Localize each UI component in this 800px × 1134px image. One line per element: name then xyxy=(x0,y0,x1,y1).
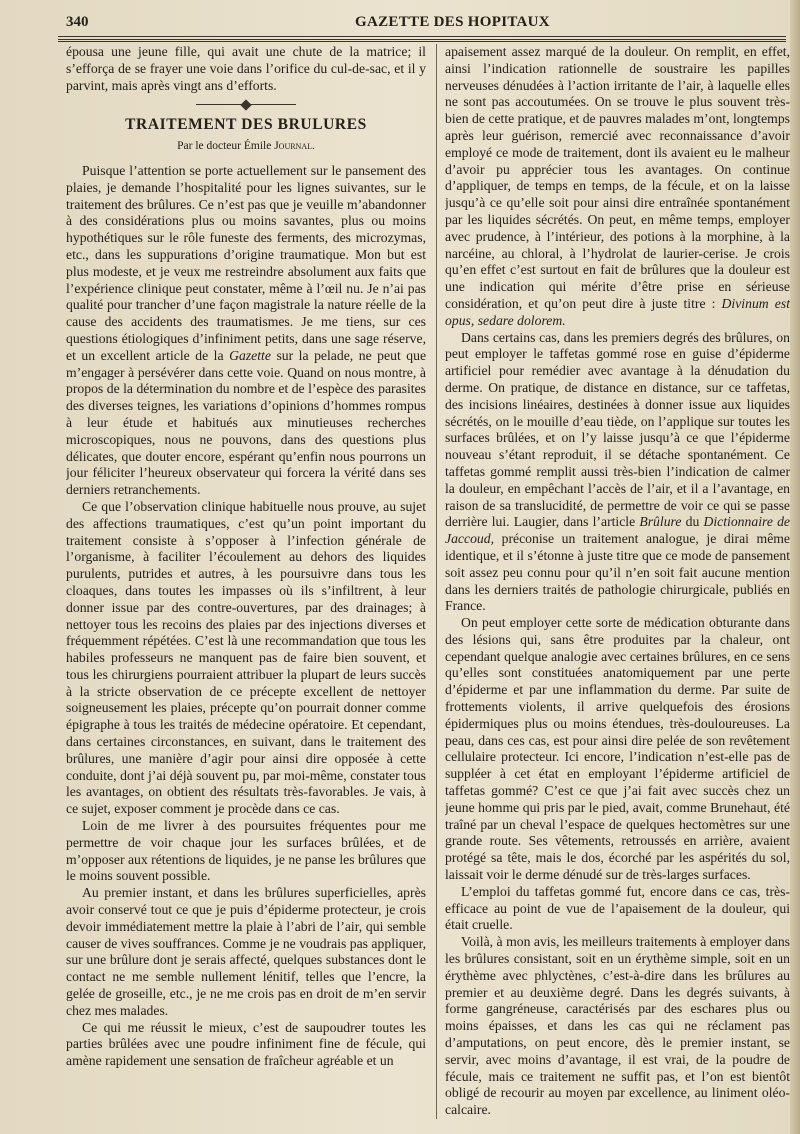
right-column xyxy=(445,44,790,1124)
paragraph: L’emploi du taffetas gommé fut, encore dans ce cas, très-efficace au point de vue de l’apaisement de la douleur, qui était cruelle. xyxy=(445,883,790,933)
paragraph: Ce que l’observation clinique habituelle nous prouve, au sujet des affections traumatiques, c’est qu’un point important du traitement consiste à s’opposer à l’infection générale de l’organisme, à faciliter l’écoulement au dehors des liquides purulents, putrides et autres, à les poursuivre dans tous les cloaques, dans toutes les impasses où ils s’infiltrent, à leur donner issue par des contre-ouvertures, par des drainages; à nettoyer tous les recoins des plaies par des injections diverses et fréquemment répétées. C’est là une recommandation que tous les habiles professeurs ne manquent pas de faire bien souvent, et tous les chirurgiens pourraient attribuer la plupart de leurs succès à la stricte observation de ce précepte excellent de nettoyer soigneusement les plaies, précepte qu’on pourrait donner comme épigraphe à tous les traités de médecine opératoire. Et cependant, dans certaines circonstances, en suivant, dans le traitement des brûlures, une manière d’agir pour ainsi dire opposée à cette conduite, dont j’ai déjà souvent pu, par moi-même, constater tous les avantages, on obtient des résultats très-favorables. Je vais, à ce sujet, exposer comment je procède dans ce cas. xyxy=(66,498,426,817)
journal-reference: Gazette xyxy=(229,347,271,363)
section-separator xyxy=(196,104,296,105)
column-divider xyxy=(436,44,437,1119)
article-reference: Brûlure xyxy=(639,514,682,530)
article-byline xyxy=(66,138,426,155)
paragraph-text: sur la pelade, ne peut que m’engager à persévérer dans cette voie. Quand on nous montre, à propos de la détermination du nombre et de l’espèce des parasites des diverses teignes, les variations d’opinions d’hommes rompus à leur étude et habitués aux minutieuses recherches microscopiques, nous ne pouvons, dans des questions plus délicates, que douter encore, espérant qu’enfin nous pourrons un jour féliciter l’heureux observateur qui forcera la vérité dans ses derniers retranchements. xyxy=(66,347,426,498)
paragraph xyxy=(445,330,790,616)
paragraph xyxy=(445,44,790,330)
paragraph-text: Dans certains cas, dans les premiers degrés des brûlures, on peut employer le taffetas gommé rose en guise d’épiderme artificiel pour remédier avec avantage à la dénudation du derme. On pratique, de distance en distance, sur ce taffetas, des incisions linéaires, destinées à donner issue aux liquides sécrétés, on le mouille d’eau tiède, on l’applique sur toutes les surfaces brûlées, et on l’y laisse jusqu’à ce que l’épiderme nouveau s’étant reproduit, il se détache spontanément. Ce taffetas gommé remplit aussi très-bien l’indication de calmer la douleur, en empêchant l’accès de l’air, et il a l’avantage, en raison de sa translucidité, de permettre de voir ce qui se passe derrière lui. Laugier, dans l’article xyxy=(445,329,790,530)
page-number: 340 xyxy=(66,14,89,30)
byline-author: Journal. xyxy=(274,140,315,153)
byline-prefix: Par le docteur Émile xyxy=(177,140,272,153)
paragraph: On peut employer cette sorte de médication obturante dans des lésions qui, sans être produites par la chaleur, ont cependant quelque analogie avec certaines brûlures, en ce sens qu’elles sont constituées anatomiquement par une perte d’épiderme et par une inflammation du derme. Par suite de frottements violents, il arrive quelquefois des érosions épidermiques plus ou moins étendues, très-douloureuses. La peau, dans ces cas, est pour ainsi dire pelée de son revêtement cellulaire protecteur. Ici encore, l’indication n’est-elle pas de suppléer à cet état en employant l’épiderme artificiel de taffetas gommé? C’est ce que j’ai fait avec succès chez un jeune homme qui pris par le pied, avait, comme Brunehaut, été traîné par un cheval l’espace de quelques hectomètres sur une grande route. Ses vêtements, retroussés en arrière, avaient protégé sa tête, mais le dos, écorché par les aspérités du sol, laissait voir le derme dénudé sur de très-larges surfaces. xyxy=(445,615,790,883)
paragraph-text: du xyxy=(685,514,700,530)
page-edge-shadow xyxy=(790,0,800,1134)
article-title: TRAITEMENT DES BRULURES xyxy=(125,116,367,134)
paragraph-previous-article-end: épousa une jeune fille, qui avait une chute de la matrice; il s’efforça de se frayer une voie dans l’orifice du cul-de-sac, et il y parvint, mais après vingt ans d’efforts. xyxy=(66,44,426,93)
header-rule xyxy=(58,36,786,42)
paragraph xyxy=(66,163,426,499)
separator-ornament xyxy=(240,100,251,111)
latin-quote: Divinum est opus, sedare dolorem. xyxy=(445,295,790,328)
paragraph-text: Puisque l’attention se porte actuellement sur le pansement des plaies, je demande l’hospitalité pour les lignes suivantes, sur le traitement des brûlures. Ce n’est pas que je veuille m’abandonner à des considérations plus ou moins savantes, plus ou moins hypothétiques sur le rôle funeste des ferments, des microzymas, etc., dans les suppurations d’origine traumatique. Mon but est plus modeste, et je veux me restreindre absolument aux faits que l’expérience clinique peut constater, même à l’œil nu. Je n’ai pas qualité pour trancher d’une façon magistrale la nature réelle de la cause des accidents des traumatismes. Je me tiens, sur ces questions étiologiques d’infiniment petits, dans une sage réserve, et un excellent article de la xyxy=(66,162,426,363)
paragraph: Loin de me livrer à des poursuites fréquentes pour me permettre de voir chaque jour les surfaces brûlées, et de m’opposer aux rétentions de liquides, je ne panse les brûlures que le moins souvent possible. xyxy=(66,818,426,884)
left-column xyxy=(66,44,426,1124)
journal-title: GAZETTE DES HOPITAUX xyxy=(355,14,550,30)
paragraph: Au premier instant, et dans les brûlures superficielles, après avoir conservé tout ce que je puis d’épiderme protecteur, je crois devoir immédiatement mettre la plaie à l’abri de l’air, qui semble causer de vives souffrances. Comme je ne voudrais pas appliquer, sur une brûlure dont je serais affecté, quelques substances dont le contact ne me semble nullement lénitif, telles que l’encre, la gelée de groseille, etc., je ne me crois pas en droit de m’en servir chez mes malades. xyxy=(66,885,426,1018)
paragraph-text: apaisement assez marqué de la douleur. On remplit, en effet, ainsi l’indication rationnelle de soustraire les papilles nerveuses dénudées à l’action irritante de l’air, à laquelle elles ne sont pas accoutumées. On se trouve le plus souvent très-bien de cette pratique, et de pauvres malades m’ont, longtemps après leur guérison, remercié avec reconnaissance d’avoir employé ce mode de traitement, dont ils avaient eu le malheur d’avoir pu apprécier tous les avantages. On continue d’appliquer, de temps en temps, de la fécule, et on la laisse jusqu’à ce qu’elle soit pour ainsi dire entraînée spontanément par les liquides sécrétés. On peut, en même temps, employer avec prudence, à l’intérieur, des potions à la morphine, à la narcéine, au chloral, à l’hydrolat de laurier-cerise. Je crois qu’en effet c’est surtout en fait de brûlures que la douleur est une indication qui mérite d’être prise en sérieuse considération, et qu’on peut dire à juste titre : xyxy=(445,44,790,311)
paragraph-text: préconise un traitement analogue, je dirai même identique, et il s’étonne à juste titre que ce mode de pansement soit assez peu connu pour qu’il n’en soit fait aucune mention dans les derniers traités de pathologie chirurgicale, publiés en France. xyxy=(445,531,790,614)
dictionary-reference: Dictionnaire de Jaccoud, xyxy=(445,514,790,547)
paragraph: Voilà, à mon avis, les meilleurs traitements à employer dans les brûlures consistant, soit en un érythème simple, soit en un érythème avec phlyctènes, c’est-à-dire dans les brûlures au premier et au deuxième degré. Dans les degrés suivants, à forme gangréneuse, caractérisés par des eschares plus ou moins épaisses, et dans les cas qui ne réclament pas d’amputations, on peut encore, dès le premier instant, se servir, avec moins d’avantage, il est vrai, de la poudre de fécule, mais ce traitement ne suffit pas, et l’on est bientôt obligé de recourir au moyen par excellence, au liniment oléo-calcaire. xyxy=(445,934,790,1118)
paragraph: Ce qui me réussit le mieux, c’est de saupoudrer toutes les parties brûlées avec une poudre infiniment fine de fécule, qui amène rapidement une sensation de fraîcheur agréable et un xyxy=(66,1019,426,1069)
